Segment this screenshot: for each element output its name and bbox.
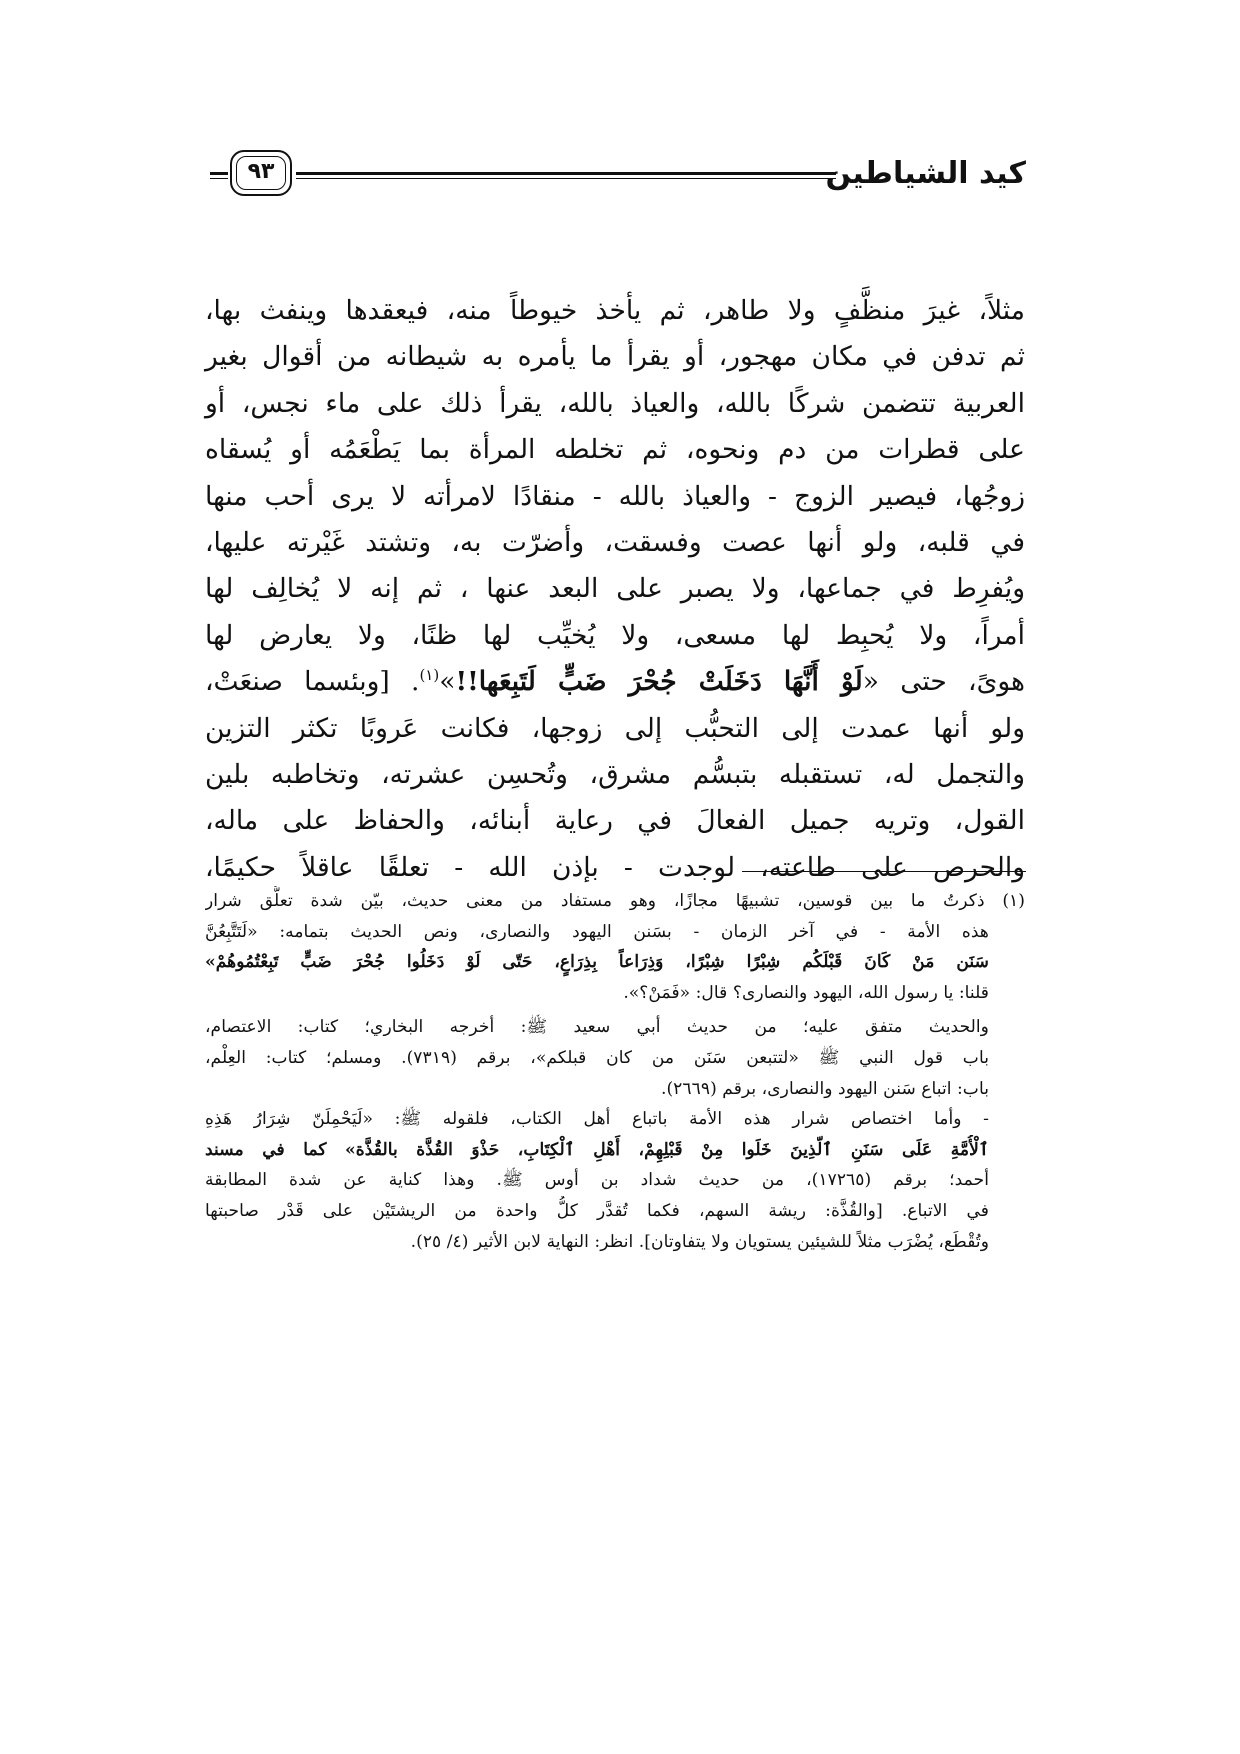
footnotes [205,886,1025,1257]
header-rule [296,172,836,179]
footnote-line: (١) ذكرتُ ما بين قوسين، تشبيهًا مجازًا، وهو مستفاد من معنى حديث، بيّن شدة تعلُّق شرار [205,891,1025,911]
footnote-line: في الاتباع. [والقُذَّة: ريشة السهم، فكما تُقدَّر كلُّ واحدة من الريشتَيْن على قَدْر صاحبتها [205,1200,989,1221]
footnote-line: - وأما اختصاص شرار هذه الأمة باتباع أهل الكتاب، فلقوله ﷺ: «لَيَحْمِلَنّ شِرَارُ هَذِهِ [205,1109,989,1130]
text-segment: » [439,666,456,698]
running-title: كيد الشياطين [825,156,1026,191]
footnote-line: باب قول النبي ﷺ «لتتبعن سَنَن من كان قبلكم»، برقم (٧٣١٩). ومسلم؛ كتاب: العِلْم، [205,1047,989,1068]
footnote-line: سَنَن مَنْ كَانَ قَبْلَكُم شِبْرًا شِبْرًا، وَذِرَاعاً بِذِرَاعٍ، حَتّى لَوْ دَخَلُوا جُحْرَ ضَبٍّ تَبِعْتُمُوهُمْ» [205,952,989,973]
main-text [205,288,1025,891]
text-line-with-quote [205,659,1025,705]
text-line: ويُفرِط في جماعها، ولا يصبر على البعد عنها ، ثم إنه لا يُخالِف لها [205,573,1025,605]
page-number: ٩٣ [247,159,275,184]
footnote-line: هذه الأمة - في آخر الزمان - بسَنن اليهود والنصارى، ونص الحديث بتمامه: «لَتَتَّبِعُنَّ [205,921,989,942]
text-line: القول، وتريه جميل الفعالَ في رعاية أبنائه، والحفاظ على ماله، [205,805,1025,837]
footnote-marker[interactable]: (١) [419,666,440,685]
footnote-separator [742,871,1026,872]
text-line: ثم تدفن في مكان مهجور، أو يقرأ ما يأمره به شيطانه من أقوال بغير [205,341,1025,373]
page-number-frame [230,150,292,196]
text-line: في قلبه، ولو أنها عصت وفسقت، وأضرّت به، وتشتد غَيْرته عليها، [205,526,1025,558]
text-line: ولو أنها عمدت إلى التحبُّب إلى زوجها، فكانت عَروبًا تكثر التزين [205,712,1025,744]
header-rule-left [210,172,228,179]
text-line: والتجمل له، تستقبله بتبسُّم مشرق، وتُحسِن عشرته، وتخاطبه بلين [205,758,1025,790]
text-line: زوجُها، فيصير الزوج - والعياذ بالله - منقادًا لامرأته لا يرى أحب منها [205,480,1025,512]
footnote-line: ٱلْأُمَّةِ عَلَى سَنَنِ ٱلّذِينَ خَلَوا مِنْ قَبْلِهِمْ، أَهْلِ ٱلْكِتَابِ، حَذْوَ القُذَّة بالقُذَّة» كما في مسند [205,1139,989,1160]
footnote-line: أحمد؛ برقم (١٧٢٦٥)، من حديث شداد بن أوس ﷺ. وهذا كناية عن شدة المطابقة [205,1170,989,1191]
text-line: العربية تتضمن شركًا بالله، والعياذ بالله، يقرأ ذلك على ماء نجس، أو [205,387,1025,419]
footnote-line: باب: اتباع سَنن اليهود والنصارى، برقم (٢٦٦٩). [660,1078,989,1099]
footnote-line: والحديث متفق عليه؛ من حديث أبي سعيد ﷺ: أخرجه البخاري؛ كتاب: الاعتصام، [205,1017,989,1038]
quoted-hadith-phrase: لَوْ أَنَّهَا دَخَلَتْ جُحْرَ ضَبٍّ لَتَبِعَها!! [455,666,863,698]
page-header [210,148,1026,212]
footnote-line: قلنا: يا رسول الله، اليهود والنصارى؟ قال: «فَمَنْ؟». [623,982,989,1003]
text-line: مثلاً، غيرَ منظَّفٍ ولا طاهر، ثم يأخذ خيوطاً منه، فيعقدها وينفث بها، [205,295,1025,326]
text-line: والحرص على طاعته، لوجدت - بإذن الله - تعلقًا عاقلاً حكيمًا، [205,851,1025,883]
text-line: على قطرات من دم ونحوه، ثم تخلطه المرأة بما يَطْعَمُه أو يُسقاه [205,434,1025,466]
text-segment: هوىً، حتى « [862,666,1026,698]
text-line: أمراً، ولا يُحبِط لها مسعى، ولا يُخيِّب لها ظنًا، ولا يعارض لها [205,619,1025,651]
text-segment: . [وبئسما صنعَتْ، [205,666,420,698]
footnote-line: وتُقْطَع، يُضْرَب مثلاً للشيئين يستويان ولا يتفاوتان]. انظر: النهاية لابن الأثير (٤/ ٢٥). [410,1231,989,1252]
